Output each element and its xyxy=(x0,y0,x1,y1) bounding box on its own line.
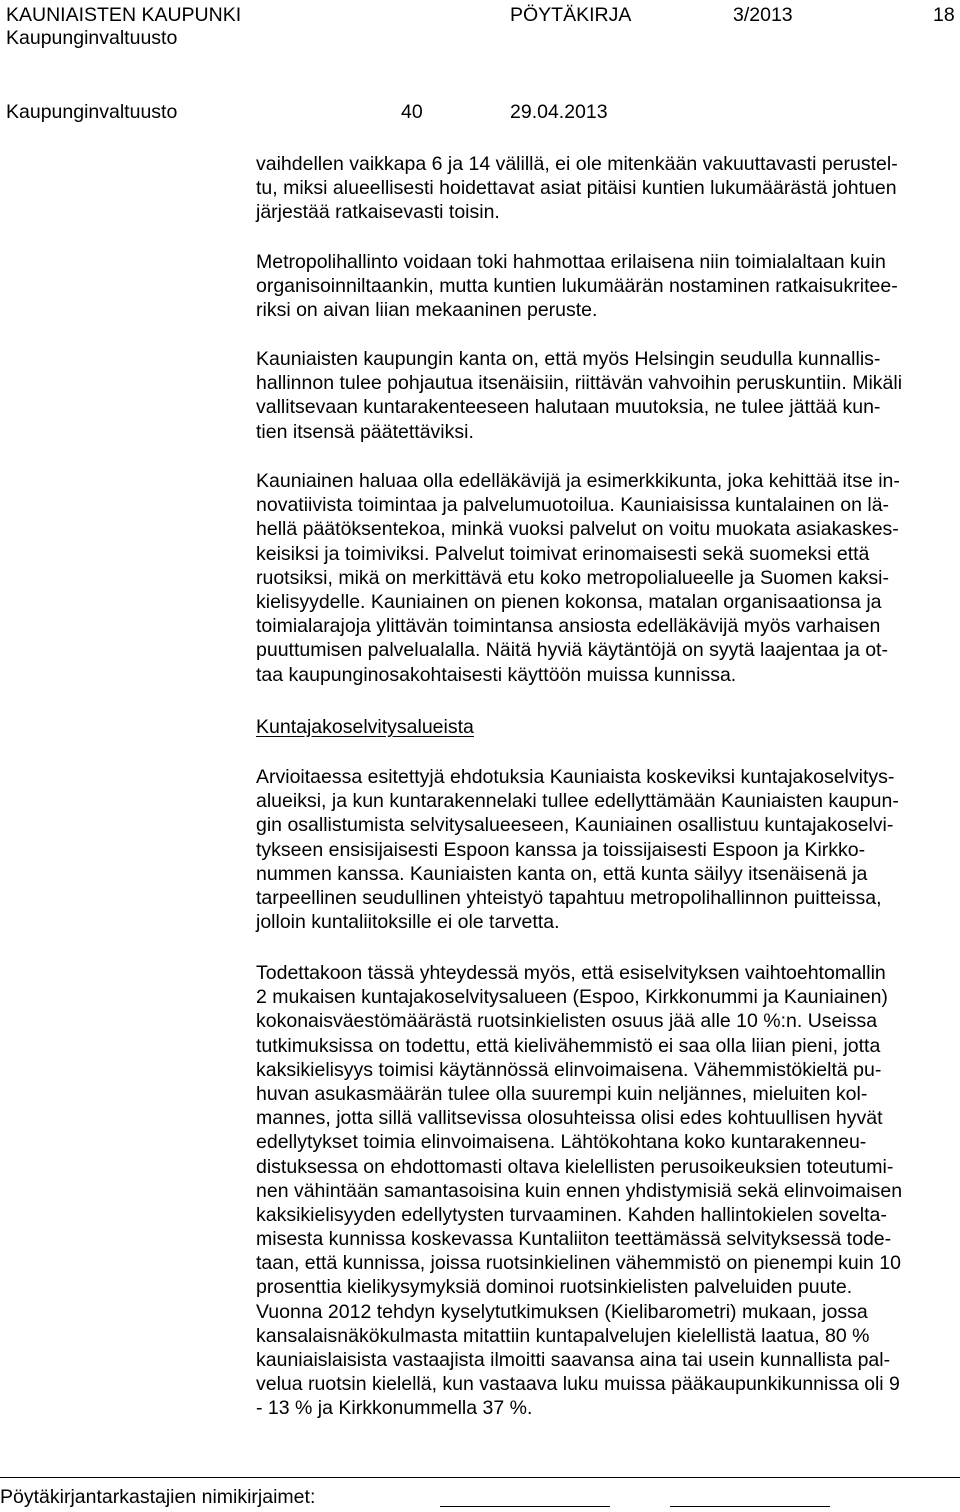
text-line: kaksikielisyys toimisi käytännössä elinvoimaisena. Vähemmistökieltä pu- xyxy=(256,1058,882,1081)
text-line: 2 mukaisen kuntajakoselvitysalueen (Espoo, Kirkkonummi ja Kauniainen) xyxy=(256,986,888,1009)
text-line: edellytykset toimia elinvoimaisena. Lähtökohtana koko kuntarakenneu- xyxy=(256,1131,867,1154)
text-line: distuksessa on ehdottomasti oltava kielellisten perusoikeuksien toteutumi- xyxy=(256,1155,894,1178)
text-line: tien itsensä päätettäviksi. xyxy=(256,420,474,443)
text-line: velua ruotsin kielellä, kun vastaava luku muissa pääkaupunkikunnissa oli 9 xyxy=(256,1373,900,1396)
text-line: kauniaislaisista vastaajista ilmoitti saavansa aina tai usein kunnallista pal- xyxy=(256,1349,891,1371)
text-line: nummen kanssa. Kauniaisten kanta on, että kunta säilyy itsenäisenä ja xyxy=(256,862,868,885)
paragraph-2 xyxy=(256,250,956,323)
text-line: misesta kunnissa koskevassa Kuntaliiton teettämässä selvityksessä tode- xyxy=(256,1228,892,1251)
text-line: jolloin kuntaliitoksille ei ole tarvetta. xyxy=(256,911,560,934)
text-line: vallitsevaan kuntarakenteeseen halutaan muutoksia, ne tulee jättää kun- xyxy=(256,396,881,419)
header-document-number: 3/2013 xyxy=(733,4,793,26)
section-heading: Kuntajakoselvitysalueista xyxy=(256,716,474,738)
text-line: mannes, jotta sillä vallitsevissa olosuhteissa olisi edes kohtuullisen hyvät xyxy=(256,1107,883,1130)
paragraph-6 xyxy=(256,961,956,1421)
header-body-name: Kaupunginvaltuusto xyxy=(6,27,178,49)
text-line: hellä päätöksentekoa, minkä vuoksi palvelut on voitu muokata asiakaskes- xyxy=(256,518,899,541)
text-line: alueiksi, ja kun kuntarakennelaki tullee edellyttämään Kauniaisten kaupun- xyxy=(256,790,899,813)
text-line: ruotsiksi, mikä on merkittävä etu koko metropolialueelle ja Suomen kaksi- xyxy=(256,566,889,589)
text-line: - 13 % ja Kirkkonummella 37 %. xyxy=(256,1397,533,1420)
text-line: järjestää ratkaisevasti toisin. xyxy=(256,201,500,224)
text-line: riksi on aivan liian mekaaninen peruste. xyxy=(256,299,598,322)
paragraph-3 xyxy=(256,347,956,444)
section-date: 29.04.2013 xyxy=(510,101,608,123)
signature-line-2 xyxy=(670,1506,830,1507)
signature-line-1 xyxy=(440,1506,610,1507)
paragraph-4 xyxy=(256,469,956,687)
text-line: kokonaisväestömäärästä ruotsinkielisten osuus jää alle 10 %:n. Useissa xyxy=(256,1010,878,1033)
text-line: Metropolihallinto voidaan toki hahmottaa erilaisena niin toimialaltaan kuin xyxy=(256,251,886,273)
text-line: vaihdellen vaikkapa 6 ja 14 välillä, ei ole mitenkään vakuuttavasti perustel- xyxy=(256,153,898,175)
text-line: Kauniainen haluaa olla edelläkävijä ja esimerkkikunta, joka kehittää itse in- xyxy=(256,470,900,492)
section-heading-paragraph xyxy=(256,715,956,739)
text-line: Todettakoon tässä yhteydessä myös, että esiselvityksen vaihtoehtomallin xyxy=(256,962,886,984)
footer-divider xyxy=(0,1477,960,1478)
text-line: huvan asukasmäärän tulee olla suurempi kuin neljännes, mieluiten kol- xyxy=(256,1082,868,1105)
paragraph-5 xyxy=(256,765,956,934)
text-line: prosenttia kielikysymyksiä dominoi ruotsinkielisten palveluiden puute. xyxy=(256,1276,853,1299)
text-line: kielisyydelle. Kauniainen on pienen kokonsa, matalan organisaationsa ja xyxy=(256,590,882,613)
text-line: Vuonna 2012 tehdyn kyselytutkimuksen (Kielibarometri) mukaan, jossa xyxy=(256,1300,868,1323)
text-line: gin osallistumista selvitysalueeseen, Kauniainen osallistuu kuntajakoselvi- xyxy=(256,814,894,837)
header-organization: KAUNIAISTEN KAUPUNKI xyxy=(6,4,242,26)
text-line: hallinnon tulee pohjautua itsenäisiin, riittävän vahvoihin peruskuntiin. Mikäli xyxy=(256,372,903,395)
text-line: tykseen ensisijaisesti Espoon kanssa ja toissijaisesti Espoon ja Kirkko- xyxy=(256,838,866,861)
text-line: taan, että kunnissa, joissa ruotsinkielinen vähemmistö on pienempi kuin 10 xyxy=(256,1252,901,1275)
text-line: organisoinniltaankin, mutta kuntien lukumäärän nostaminen ratkaisukritee- xyxy=(256,275,898,298)
header-page-number: 18 xyxy=(933,4,955,26)
text-line: toimialarajoja ylittävän toimintansa ansiosta edelläkävijä myös varhaisen xyxy=(256,615,881,638)
text-line: tarpeellinen seudullinen yhteistyö tapahtuu metropolihallinnon puitteissa, xyxy=(256,886,882,909)
text-line: keisiksi ja toimiviksi. Palvelut toimivat erinomaisesti sekä suomeksi että xyxy=(256,542,870,565)
footer-signatures-label: Pöytäkirjantarkastajien nimikirjaimet: xyxy=(0,1486,316,1508)
text-line: kaksikielisyyden edellytysten turvaaminen. Kahden hallintokielen soveltа- xyxy=(256,1203,887,1226)
text-line: Arvioitaessa esitettyjä ehdotuksia Kauniaista koskeviksi kuntajakoselvitys- xyxy=(256,766,895,788)
text-line: tu, miksi alueellisesti hoidettavat asiat pitäisi kuntien lukumäärästä johtuen xyxy=(256,177,897,200)
text-line: taa kaupunginosakohtaisesti käyttöön muissa kunnissa. xyxy=(256,663,737,686)
section-number: 40 xyxy=(401,101,423,123)
text-line: puuttumisen palvelualalla. Näitä hyviä käytäntöjä on syytä laajentaa ja ot- xyxy=(256,639,888,662)
text-line: Kauniaisten kaupungin kanta on, että myös Helsingin seudulla kunnallis- xyxy=(256,348,881,370)
text-line: kansalaisnäkökulmasta mitattiin kuntapalvelujen kielellistä laatua, 80 % xyxy=(256,1324,870,1347)
text-line: nen vähintään samantasoisina kuin ennen yhdistymisiä sekä elinvoimaisen xyxy=(256,1179,903,1202)
section-body-name: Kaupunginvaltuusto xyxy=(6,101,178,123)
text-line: novatiivista toimintaa ja palvelumuotoilua. Kauniaisissa kuntalainen on lä- xyxy=(256,494,890,517)
paragraph-1 xyxy=(256,152,956,225)
header-document-type: PÖYTÄKIRJA xyxy=(510,4,632,26)
text-line: tutkimuksissa on todettu, että kielivähemmistö ei saa olla liian pieni, jotta xyxy=(256,1034,881,1057)
